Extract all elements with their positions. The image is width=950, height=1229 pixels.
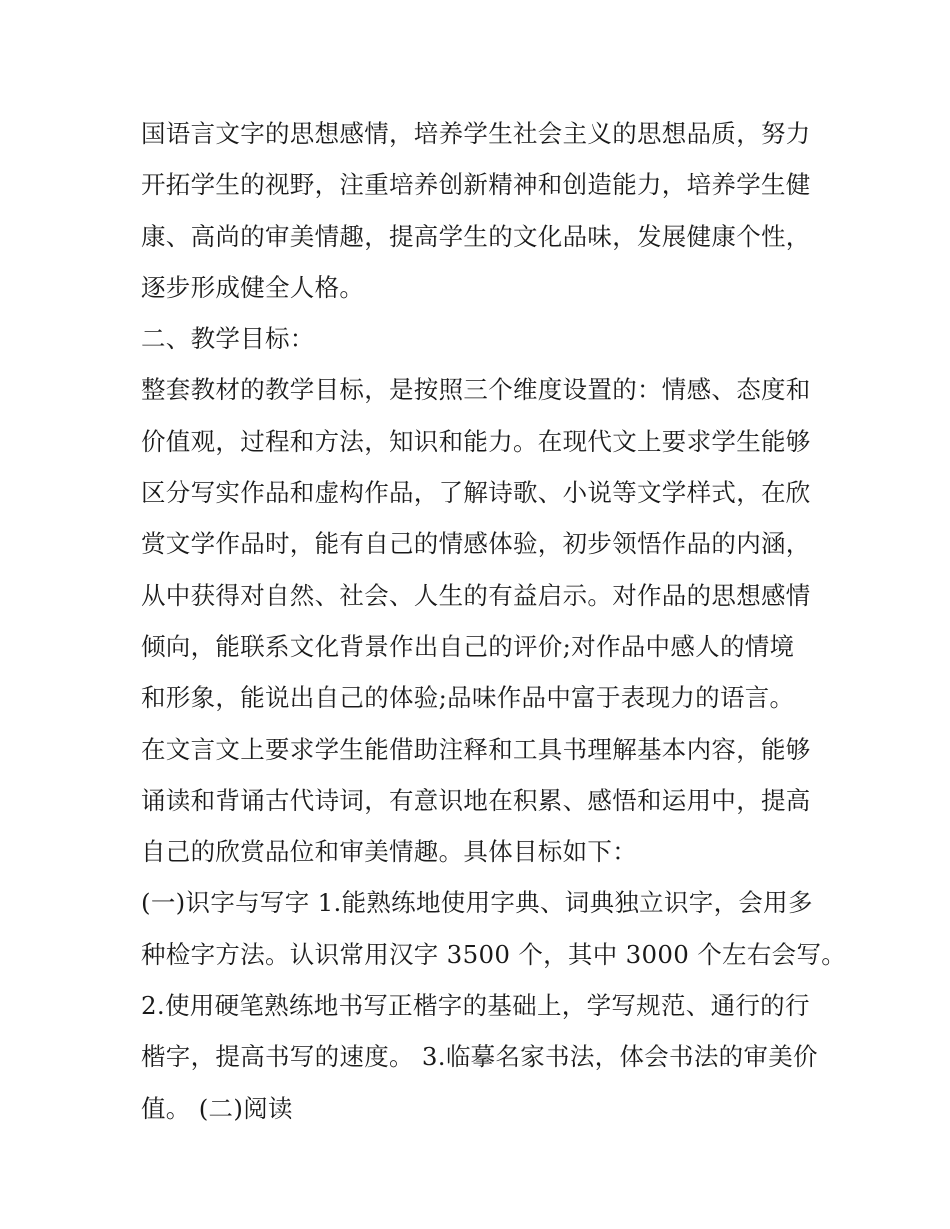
text-line: 区分写实作品和虚构作品，了解诗歌、小说等文学样式，在欣	[141, 478, 811, 508]
text-line: 自己的欣赏品位和审美情趣。具体目标如下：	[141, 837, 637, 867]
text-line: 值。 (二)阅读	[141, 1093, 293, 1123]
text-line: 诵读和背诵古代诗词，有意识地在积累、感悟和运用中，提高	[141, 785, 811, 815]
text-line: 康、高尚的审美情趣，提高学生的文化品味，发展健康个性，	[141, 221, 811, 251]
text-line: 2.使用硬笔熟练地书写正楷字的基础上，学写规范、通行的行	[141, 991, 810, 1021]
text-line: 整套教材的教学目标，是按照三个维度设置的：情感、态度和	[141, 375, 811, 405]
text-line: 开拓学生的视野，注重培养创新精神和创造能力，培养学生健	[141, 170, 811, 200]
text-line: (一)识字与写字 1.能熟练地使用字典、词典独立识字，会用多	[141, 888, 813, 918]
section-heading: 二、教学目标：	[141, 324, 315, 354]
text-line: 赏文学作品时，能有自己的情感体验，初步领悟作品的内涵，	[141, 529, 811, 559]
text-line: 楷字，提高书写的速度。 3.临摹名家书法，体会书法的审美价	[141, 1042, 818, 1072]
text-line: 和形象，能说出自己的体验;品味作品中富于表现力的语言。	[141, 683, 795, 713]
text-line: 倾向，能联系文化背景作出自己的评价;对作品中感人的情境	[141, 631, 795, 661]
text-line: 逐步形成健全人格。	[141, 272, 365, 302]
text-line: 种检字方法。认识常用汉字 3500 个，其中 3000 个左右会写。	[141, 939, 847, 969]
document-body	[141, 108, 847, 1134]
text-line: 在文言文上要求学生能借助注释和工具书理解基本内容，能够	[141, 734, 811, 764]
text-line: 国语言文字的思想感情，培养学生社会主义的思想品质，努力	[141, 119, 811, 148]
text-line: 从中获得对自然、社会、人生的有益启示。对作品的思想感情	[141, 580, 811, 610]
text-line: 价值观，过程和方法，知识和能力。在现代文上要求学生能够	[141, 426, 811, 456]
